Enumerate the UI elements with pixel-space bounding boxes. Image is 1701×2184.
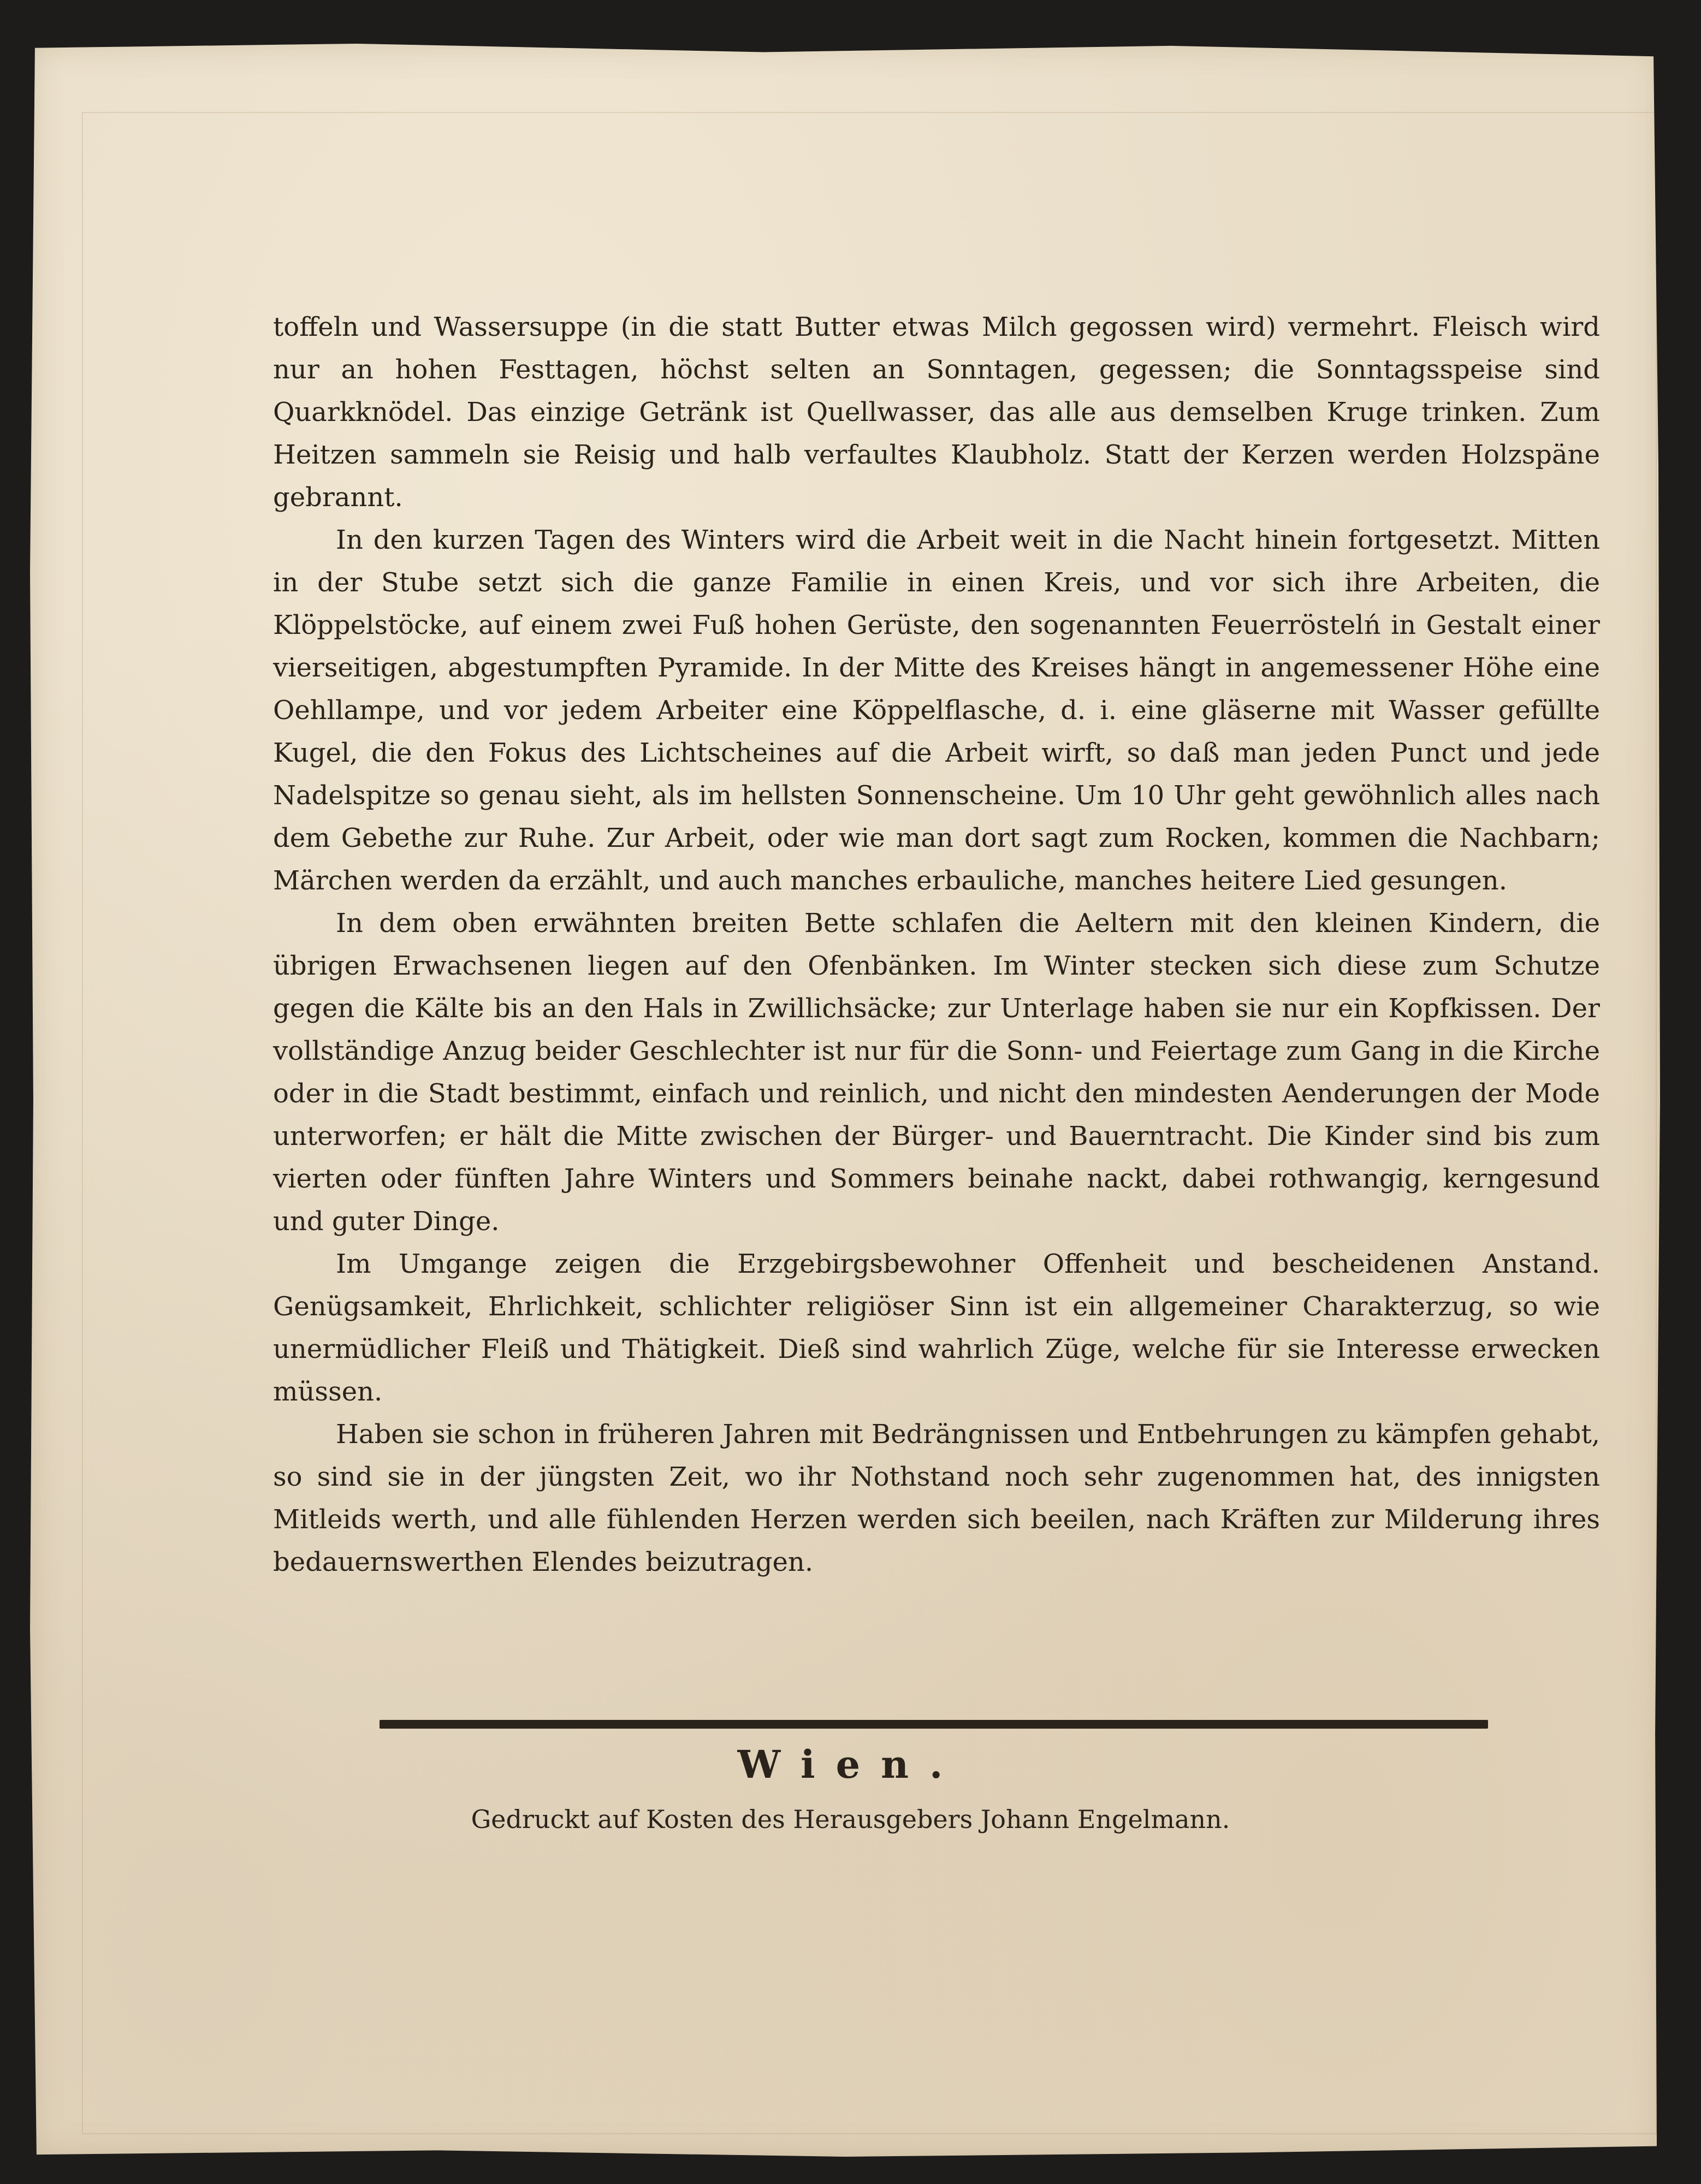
place-of-printing: Wien. (737, 1742, 964, 1787)
body-text (273, 306, 1600, 1583)
imprint-line: Gedruckt auf Kosten des Herausgebers Johann Engelmann. (471, 1805, 1230, 1834)
paragraph-5: Haben sie schon in früheren Jahren mit Bedrängnissen und Entbehrungen zu kämpfen gehabt, so sind sie in der jüngsten Zeit, wo ihr Nothstand noch sehr zugenommen hat, des innigsten Mitleids werth, und alle fühlenden Herzen werden sich beeilen, nach Kräften zur Milderung ihres bedauernswerthen Elendes beizutragen. (273, 1419, 1600, 1577)
paragraph-2: In den kurzen Tagen des Winters wird die Arbeit weit in die Nacht hinein fortgesetzt. Mitten in der Stube setzt sich die ganze Familie in einen Kreis, und vor sich ihre Arbeiten, die Klöppelstöcke, auf einem zwei Fuß hohen Gerüste, den sogenannten Feuerröstelń in Gestalt einer vierseitigen, abgestumpften Pyramide. In der Mitte des Kreises hängt in angemessener Höhe eine Oehllampe, und vor jedem Arbeiter eine Köppelflasche, d. i. eine gläserne mit Wasser gefüllte Kugel, die den Fokus des Lichtscheines auf die Arbeit wirft, so daß man jeden Punct und jede Nadelspitze so genau sieht, als im hellsten Sonnenscheine. Um 10 Uhr geht gewöhnlich alles nach dem Gebethe zur Ruhe. Zur Arbeit, oder wie man dort sagt zum Rocken, kommen die Nachbarn; Märchen werden da erzählt, und auch manches erbauliche, manches heitere Lied gesungen. (273, 525, 1600, 896)
paragraph-1: toffeln und Wassersuppe (in die statt Butter etwas Milch gegossen wird) vermehrt. Fleisch wird nur an hohen Festtagen, höchst selten an Sonntagen, gegessen; die Sonntagsspeise sind Quarkknödel. Das einzige Getränk ist Quellwasser, das alle aus demselben Kruge trinken. Zum Heitzen sammeln sie Reisig und halb verfaultes Klaubholz. Statt der Kerzen werden Holzspäne gebrannt. (273, 312, 1600, 513)
separator-rule (380, 1720, 1488, 1729)
paragraph-4: Im Umgange zeigen die Erzgebirgsbewohner Offenheit und bescheidenen Anstand. Genügsamkeit, Ehrlichkeit, schlichter religiöser Sinn ist ein allgemeiner Charakterzug, so wie unermüdlicher Fleiß und Thätigkeit. Dieß sind wahrlich Züge, welche für sie Interesse erwecken müssen. (273, 1249, 1600, 1407)
paragraph-3: In dem oben erwähnten breiten Bette schlafen die Aeltern mit den kleinen Kindern, die übrigen Erwachsenen liegen auf den Ofenbänken. Im Winter stecken sich diese zum Schutze gegen die Kälte bis an den Hals in Zwillichsäcke; zur Unterlage haben sie nur ein Kopfkissen. Der vollständige Anzug beider Geschlechter ist nur für die Sonn- und Feiertage zum Gang in die Kirche oder in die Stadt bestimmt, einfach und reinlich, und nicht den mindesten Aenderungen der Mode unterworfen; er hält die Mitte zwischen der Bürger- und Bauerntracht. Die Kinder sind bis zum vierten oder fünften Jahre Winters und Sommers beinahe nackt, dabei rothwangig, kerngesund und guter Dinge. (273, 908, 1600, 1237)
